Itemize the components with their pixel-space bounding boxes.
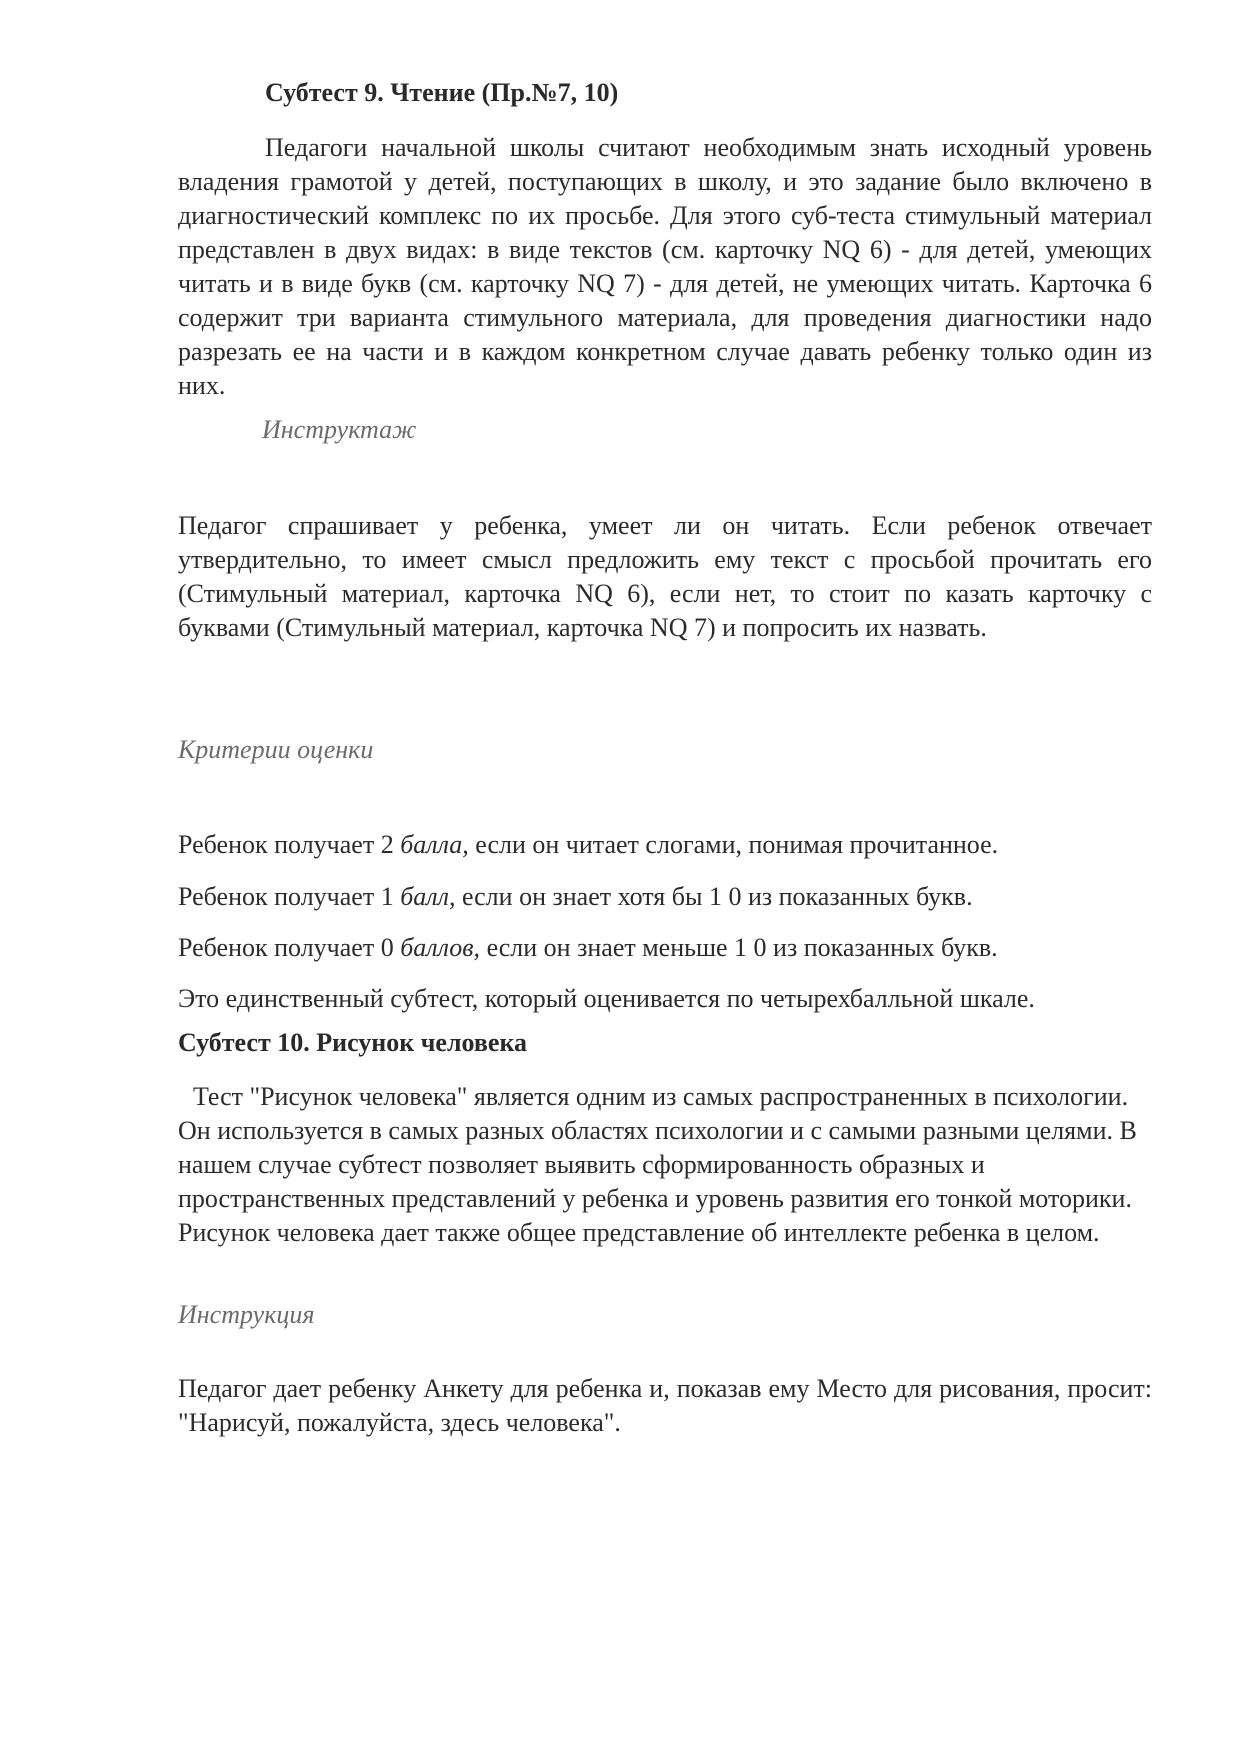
criteria-note: Это единственный субтест, который оценивается по четырехбалльной шкале. (178, 984, 1035, 1013)
criteria-line-text: Ребенок получает 0 (178, 933, 401, 962)
subtest9-instruction-heading: Инструктаж (262, 415, 417, 444)
subtest9-instruction-paragraph: Педагог спрашивает у ребенка, умеет ли он читать. Если ребенок отвечает утвердительно, то имеет смысл предложить ему текст с просьбой прочитать его (Стимульный материал, карточка NQ 6), если нет, то стоит по казать карточку с буквами (Стимульный материал, карточка NQ 7) и попросить их назвать. (178, 511, 1152, 642)
subtest9-intro-paragraph: Педагоги начальной школы считают необходимым знать исходный уровень владения грамотой у детей, поступающих в школу, и это задание было включено в диагностический комплекс по их просьбе. Для этого суб-теста стимульный материал представлен в двух видах: в виде текстов (см. карточку NQ 6) - для детей, умеющих читать и в виде букв (см. карточку NQ 7) - для детей, не умеющих читать. Карточка 6 содержит три варианта стимульного материала, для проведения диагностики надо разрезать ее на части и в каждом конкретном случае давать ребенку только один из них. (178, 133, 1152, 400)
criteria-line-text: Ребенок получает 1 (178, 882, 401, 911)
criteria-line-score: балла, (400, 830, 469, 859)
criteria-line-text: Ребенок получает 2 (178, 830, 401, 859)
subtest10-instruction-heading: Инструкция (178, 1300, 315, 1329)
subtest10-instruction-paragraph: Педагог дает ребенку Анкету для ребенка и, показав ему Место для рисования, просит: "Нарисуй, пожалуйста, здесь человека". (178, 1374, 1152, 1437)
criteria-line-score: баллов, (400, 933, 481, 962)
criteria-line-text: если он знает меньше 1 0 из показанных букв. (480, 933, 998, 962)
subtest10-title: Субтест 10. Рисунок человека (178, 1028, 528, 1057)
criteria-line-0-points (178, 931, 1152, 965)
criteria-line-text: если он знает хотя бы 1 0 из показанных букв. (455, 882, 973, 911)
criteria-line-1-point (178, 880, 1152, 914)
subtest10-intro-paragraph: Тест "Рисунок человека" является одним из самых распространенных в психологии. Он используется в самых разных областях психологии и с самыми разными целями. В нашем случае субтест позволяет выявить сформированность образных и пространственных представлений у ребенка и уровень развития его тонкой моторики. Рисунок человека дает также общее представление об интеллекте ребенка в целом. (178, 1082, 1137, 1247)
criteria-line-2-points (178, 828, 1152, 862)
criteria-line-score: балл, (400, 882, 456, 911)
subtest9-title: Субтест 9. Чтение (Пр.№7, 10) (265, 78, 619, 107)
subtest9-criteria-heading: Критерии оценки (178, 735, 374, 764)
criteria-line-text: если он читает слогами, понимая прочитанное. (468, 830, 999, 859)
